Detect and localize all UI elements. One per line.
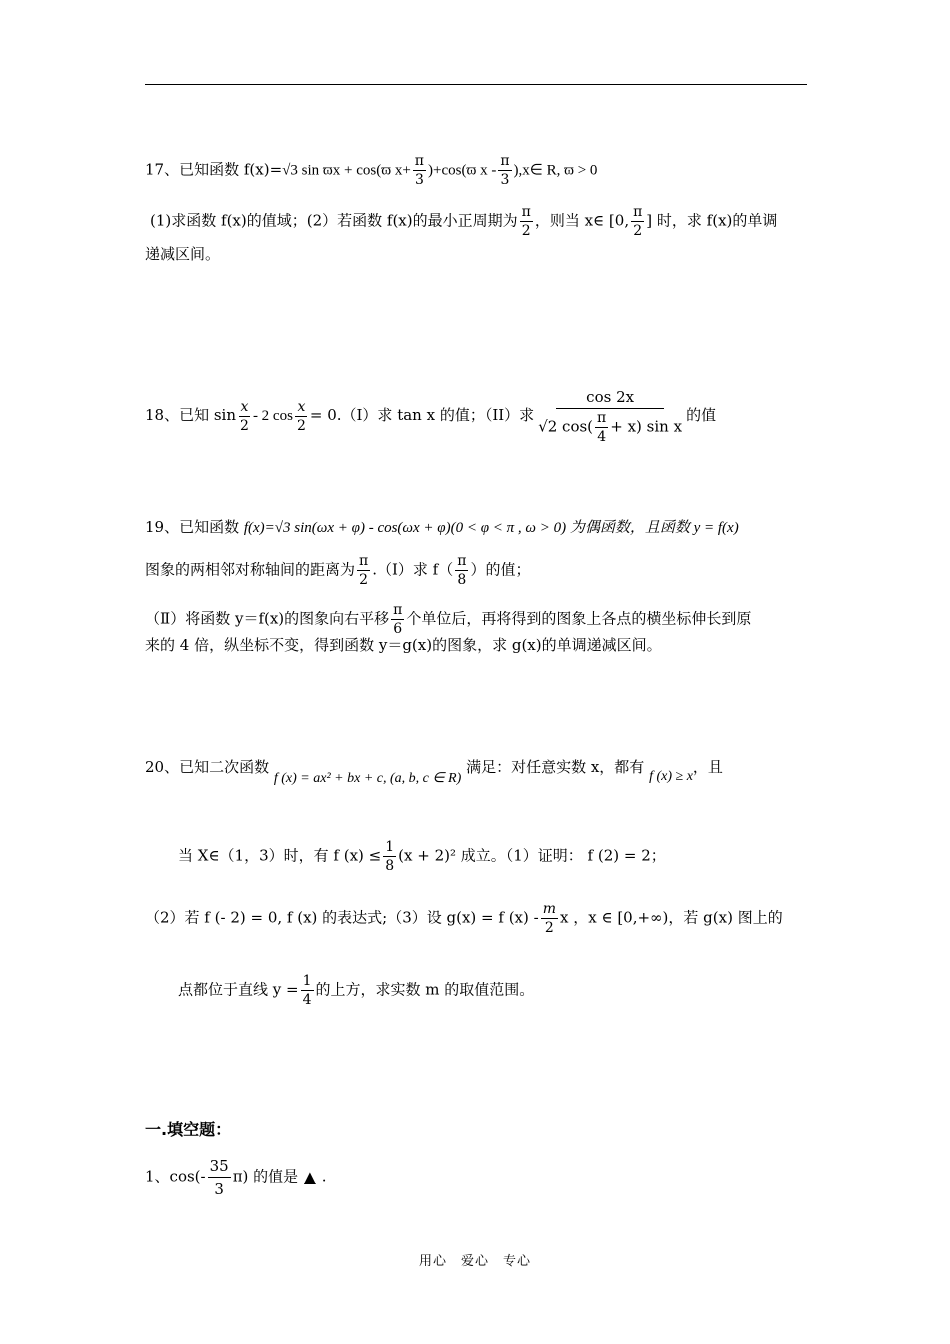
fill-q1: 1、cos(- $\frac{35}{3}$ π) 的值是 ▲ . bbox=[145, 1157, 327, 1198]
q20-line4: 点都位于直线 y = $\frac{1}{4}$ 的上方，求实数 m 的取值范围。 bbox=[178, 973, 535, 1008]
fill-blank-heading: 一.填空题： bbox=[145, 1120, 232, 1139]
frac-pi-4: $\frac{\pi}{4}$ bbox=[597, 410, 607, 445]
frac-pi-2: $\frac{\pi}{2}$ bbox=[633, 204, 643, 239]
q18-line: 18、已知 sin $\frac{x}{2}$ - 2 cos $\frac{x}{2}$ = 0.（I）求 tan x 的值；（II）求 cos 2x √2 cos( $\frac{\pi}{4}$ + x) sin x 的值 bbox=[145, 388, 717, 445]
q20-line1: 20、已知二次函数 f (x) = ax² + bx + c, (a, b, c ∈ R) 满足：对任意实数 x，都有 f (x) ≥ x，且 bbox=[145, 758, 723, 786]
q19-line1: 19、已知函数 f(x)=√3 sin(ωx + φ) - cos(ωx + φ)(0 < φ < π , ω > 0) 为偶函数，且函数 y = f(x) bbox=[145, 518, 739, 536]
frac-1-4: $\frac{1}{4}$ bbox=[302, 973, 312, 1008]
q20-line3: （2）若 f (- 2) = 0, f (x) 的表达式;（3）设 g(x) = f (x) - $\frac{m}{2}$ x ，x ∈ [0,+∞)，若 g(x) 图上的 bbox=[145, 901, 783, 936]
q17-line1: 17、已知函数 f(x)=√3 sin ϖx + cos(ϖ x+ $\frac{\pi}{3}$ )+cos(ϖ x - $\frac{\pi}{3}$ ),x∈ R, ϖ > 0 bbox=[145, 153, 598, 188]
frac-pi-6: $\frac{\pi}{6}$ bbox=[393, 602, 403, 637]
frac-m-2: $\frac{m}{2}$ bbox=[542, 901, 556, 936]
frac-pi-3: $\frac{\pi}{3}$ bbox=[414, 153, 424, 188]
page-footer: 用心 爱心 专心 bbox=[418, 1254, 531, 1269]
frac-pi-3: $\frac{\pi}{3}$ bbox=[500, 153, 510, 188]
q20-line2: 当 X∈（1，3）时，有 f (x) ≤ $\frac{1}{8}$ (x + 2)² 成立。（1）证明： f (2) = 2； bbox=[178, 839, 666, 874]
frac-pi-2: $\frac{\pi}{2}$ bbox=[521, 204, 531, 239]
frac-x-2: $\frac{x}{2}$ bbox=[296, 398, 306, 434]
frac-1-8: $\frac{1}{8}$ bbox=[385, 839, 395, 874]
frac-35-3: $\frac{35}{3}$ bbox=[209, 1157, 229, 1198]
q19-line3: （Ⅱ）将函数 y＝f(x)的图象向右平移 $\frac{\pi}{6}$ 个单位后，再将得到的图象上各点的横坐标伸长到原 bbox=[145, 602, 752, 637]
frac-x-2: $\frac{x}{2}$ bbox=[240, 398, 249, 434]
q19-line4: 来的 4 倍，纵坐标不变，得到函数 y＝g(x)的图象，求 g(x)的单调递减区间。 bbox=[145, 636, 662, 654]
frac-pi-2: $\frac{\pi}{2}$ bbox=[359, 553, 369, 588]
frac-pi-8: $\frac{\pi}{8}$ bbox=[457, 553, 467, 588]
answer-blank[interactable]: ▲ bbox=[304, 1167, 316, 1186]
frac-cos2x-over-expression: cos 2x √2 cos( $\frac{\pi}{4}$ + x) sin x bbox=[538, 388, 683, 445]
q17-line3: 递减区间。 bbox=[145, 245, 221, 263]
q19-line2: 图象的两相邻对称轴间的距离为 $\frac{\pi}{2}$ .（Ⅰ）求 f（ $\frac{\pi}{8}$ ）的值； bbox=[145, 553, 531, 588]
q17-line2: (1)求函数 f(x)的值域；(2）若函数 f(x)的最小正周期为 $\frac{\pi}{2}$ ，则当 x∈ [0, $\frac{\pi}{2}$ ] 时，求 f(x)的单调 bbox=[150, 204, 778, 239]
header-rule bbox=[145, 84, 807, 85]
